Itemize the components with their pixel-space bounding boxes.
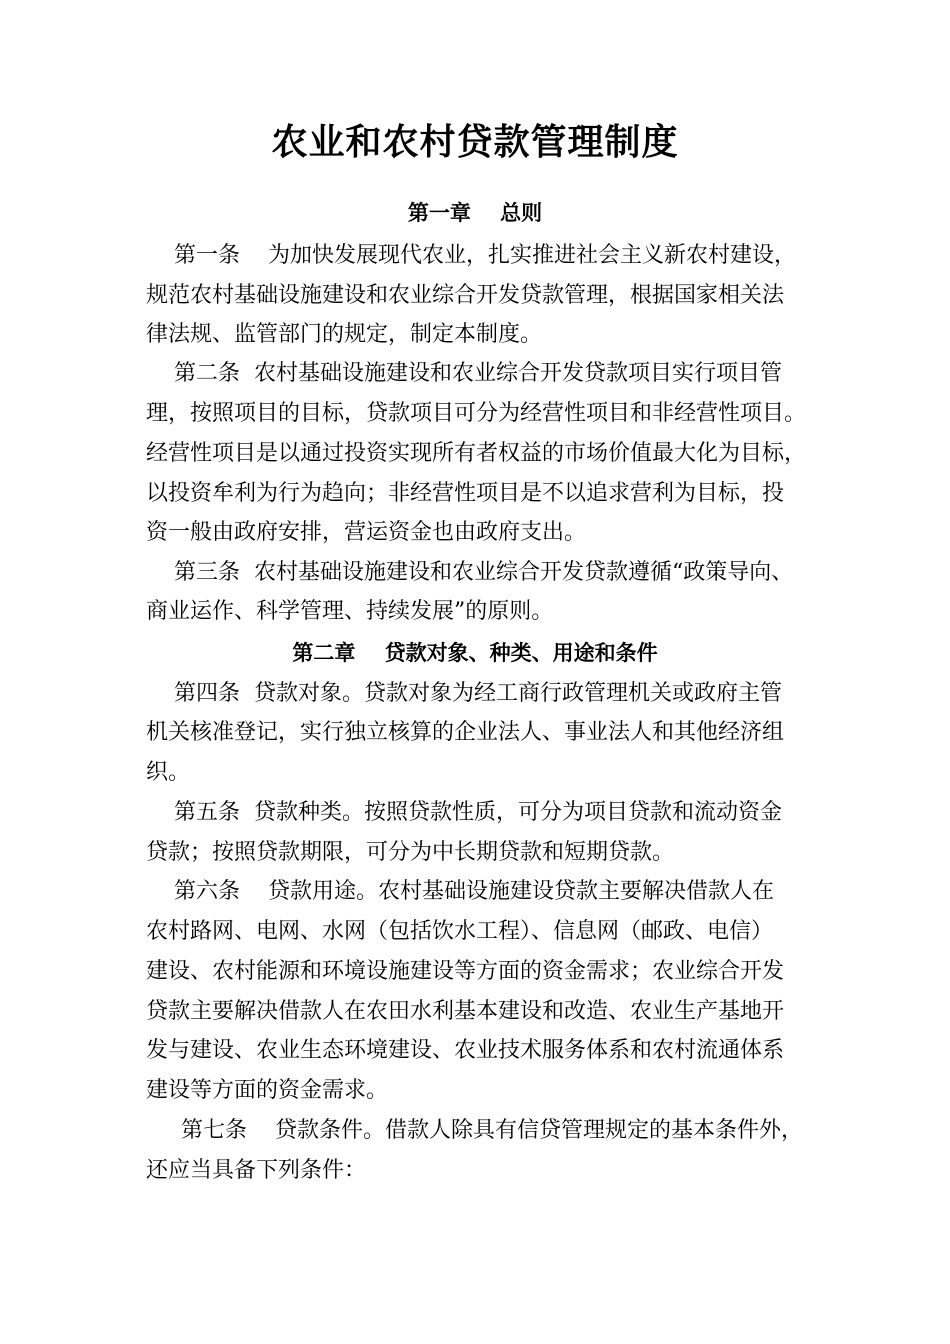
article-4-line: 机关核准登记，实行独立核算的企业法人、事业法人和其他经济组 bbox=[146, 720, 785, 745]
article-6-line: 发与建设、农业生态环境建设、农业技术服务体系和农村流通体系 bbox=[146, 1038, 785, 1063]
article-2-line: 经营性项目是以通过投资实现所有者权益的市场价值最大化为目标， bbox=[146, 441, 807, 466]
document-title: 农业和农村贷款管理制度 bbox=[271, 121, 679, 163]
article-1-line: 第一条 为加快发展现代农业，扎实推进社会主义新农村建设， bbox=[146, 243, 796, 268]
article-1-line: 规范农村基础设施建设和农业综合开发贷款管理，根据国家相关法 bbox=[146, 283, 785, 308]
chapter-1-heading: 第一章 总则 bbox=[407, 200, 543, 225]
article-1-line: 律法规、监管部门的规定，制定本制度。 bbox=[146, 322, 543, 347]
article-4-line: 织。 bbox=[146, 760, 191, 785]
article-6-line: 农村路网、电网、水网（包括饮水工程）、信息网（邮政、电信） bbox=[146, 919, 774, 944]
article-3-line: 商业运作、科学管理、持续发展”的原则。 bbox=[146, 599, 554, 624]
article-7-line: 还应当具备下列条件： bbox=[146, 1158, 367, 1183]
article-2-line: 以投资牟利为行为趋向；非经营性项目是不以追求营利为目标，投 bbox=[146, 481, 785, 506]
chapter-2-heading: 第二章 贷款对象、种类、用途和条件 bbox=[292, 640, 658, 665]
article-2-line: 理，按照项目的目标，贷款项目可分为经营性项目和非经营性项目。 bbox=[146, 401, 807, 426]
article-4-line: 第四条 贷款对象。贷款对象为经工商行政管理机关或政府主管 bbox=[146, 681, 782, 706]
article-2-line: 资一般由政府安排，营运资金也由政府支出。 bbox=[146, 520, 587, 545]
article-3-line: 第三条 农村基础设施建设和农业综合开发贷款遵循“政策导向、 bbox=[146, 560, 794, 585]
article-6-line: 建设等方面的资金需求。 bbox=[146, 1078, 389, 1103]
article-6-line: 建设、农村能源和环境设施建设等方面的资金需求；农业综合开发 bbox=[146, 959, 785, 984]
article-6-line: 贷款主要解决借款人在农田水利基本建设和改造、农业生产基地开 bbox=[146, 999, 785, 1024]
article-7-line: 第七条 贷款条件。借款人除具有信贷管理规定的基本条件外， bbox=[146, 1118, 803, 1143]
article-6-line: 第六条 贷款用途。农村基础设施建设贷款主要解决借款人在 bbox=[146, 879, 774, 904]
article-2-line: 第二条 农村基础设施建设和农业综合开发贷款项目实行项目管 bbox=[146, 361, 782, 386]
article-5-line: 第五条 贷款种类。按照贷款性质，可分为项目贷款和流动资金 bbox=[146, 800, 782, 825]
article-5-line: 贷款；按照贷款期限，可分为中长期贷款和短期贷款。 bbox=[146, 840, 675, 865]
